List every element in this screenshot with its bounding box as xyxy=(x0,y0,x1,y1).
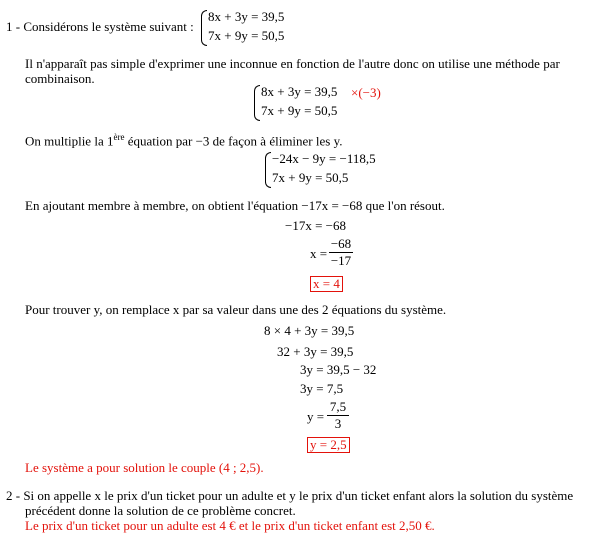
equation-line: −24x − 9y = −118,5 xyxy=(272,151,376,166)
equation-step: 32 + 3y = 39,5 xyxy=(277,344,354,359)
paragraph: combinaison. xyxy=(25,71,95,86)
equation-step: 3y = 7,5 xyxy=(300,381,344,396)
equation-step: 3y = 39,5 − 32 xyxy=(300,362,377,377)
system-initial xyxy=(201,9,321,47)
addition-text: En ajoutant membre à membre, on obtient l'équation −17x = −68 que l'on résout. xyxy=(25,198,445,213)
equation-line: 7x + 9y = 50,5 xyxy=(208,28,285,43)
equation-step: −17x = −68 xyxy=(285,218,346,233)
equation-step-lhs: x = xyxy=(310,246,328,261)
multiply-text: On multiplie la 1ère équation par −3 de façon à éliminer les y. xyxy=(25,132,343,149)
equation-step-lhs: y = xyxy=(307,409,325,424)
multiplier-annotation: ×(−3) xyxy=(351,85,381,100)
part2-line: précédent donne la solution de ce problème concret. xyxy=(25,503,296,518)
result-x-box: x = 4 xyxy=(310,276,343,292)
paragraph: Il n'apparaît pas simple d'exprimer une inconnue en fonction de l'autre donc on utilise une méthode par xyxy=(25,56,560,71)
part1-intro: 1 - Considérons le système suivant : xyxy=(6,19,194,34)
equation-line: 8x + 3y = 39,5 xyxy=(261,84,338,99)
equation-step: 8 × 4 + 3y = 39,5 xyxy=(264,323,355,338)
equation-line: 7x + 9y = 50,5 xyxy=(272,170,349,185)
fraction: −68 −17 xyxy=(330,236,352,268)
equation-line: 8x + 3y = 39,5 xyxy=(208,9,285,24)
system-multiplied xyxy=(265,151,405,189)
part2-answer: Le prix d'un ticket pour un adulte est 4 € et le prix d'un ticket enfant est 2,50 €. xyxy=(25,518,435,533)
find-y-text: Pour trouver y, on remplace x par sa valeur dans une des 2 équations du système. xyxy=(25,302,447,317)
brace-icon xyxy=(201,10,207,46)
part2-line: 2 - Si on appelle x le prix d'un ticket pour un adulte et y le prix d'un ticket enfant alors la solution du système xyxy=(6,488,574,503)
brace-icon xyxy=(254,85,260,121)
result-y-box: y = 2,5 xyxy=(307,437,350,453)
fraction: 7,5 3 xyxy=(327,400,349,431)
brace-icon xyxy=(265,152,271,188)
equation-line: 7x + 9y = 50,5 xyxy=(261,103,338,118)
conclusion-text: Le système a pour solution le couple (4 ; 2,5). xyxy=(25,460,264,475)
